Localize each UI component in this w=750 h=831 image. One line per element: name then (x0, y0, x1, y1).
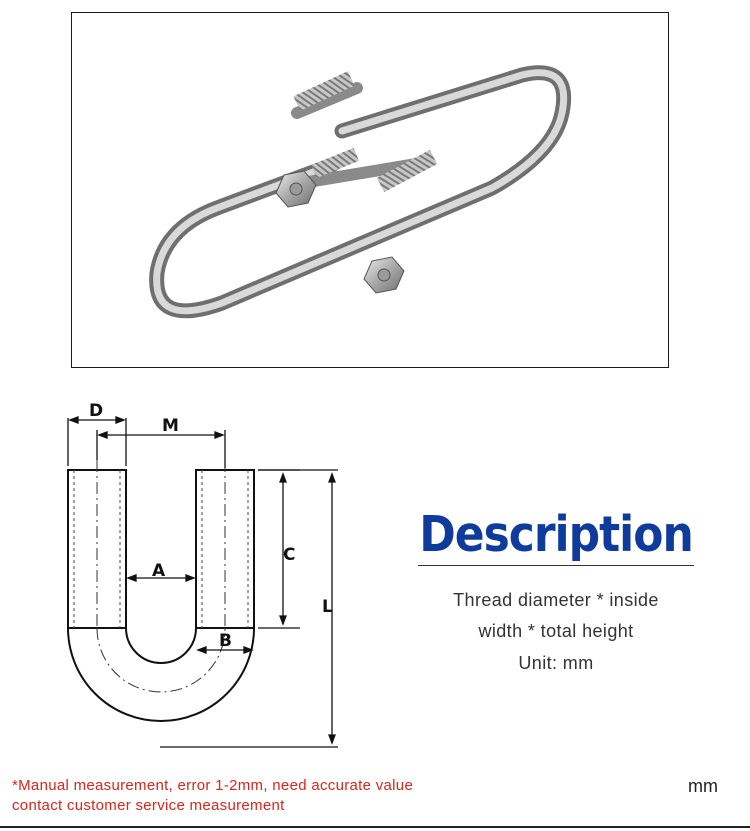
label-m: M (162, 416, 179, 436)
description-title: Description (419, 506, 693, 564)
label-c: C (283, 545, 296, 565)
description-divider (418, 565, 694, 566)
label-b: B (219, 631, 232, 651)
description-unit: Unit: mm (518, 653, 594, 673)
u-bolt-photo-illustration (72, 13, 670, 369)
description-line-2: width * total height (478, 621, 634, 641)
label-d: D (89, 401, 104, 421)
inner-bend (126, 628, 196, 663)
description-line-1: Thread diameter * inside (453, 590, 659, 610)
u-bolt-dimension-diagram (40, 390, 360, 765)
unit-label: mm (688, 776, 718, 796)
product-photo (71, 12, 669, 368)
measurement-note-line-2: contact customer service measurement (12, 797, 285, 814)
measurement-note-line-1: *Manual measurement, error 1-2mm, need accurate value (12, 777, 414, 794)
label-a: A (152, 561, 166, 581)
bottom-divider (0, 826, 750, 828)
label-l: L (322, 597, 333, 617)
